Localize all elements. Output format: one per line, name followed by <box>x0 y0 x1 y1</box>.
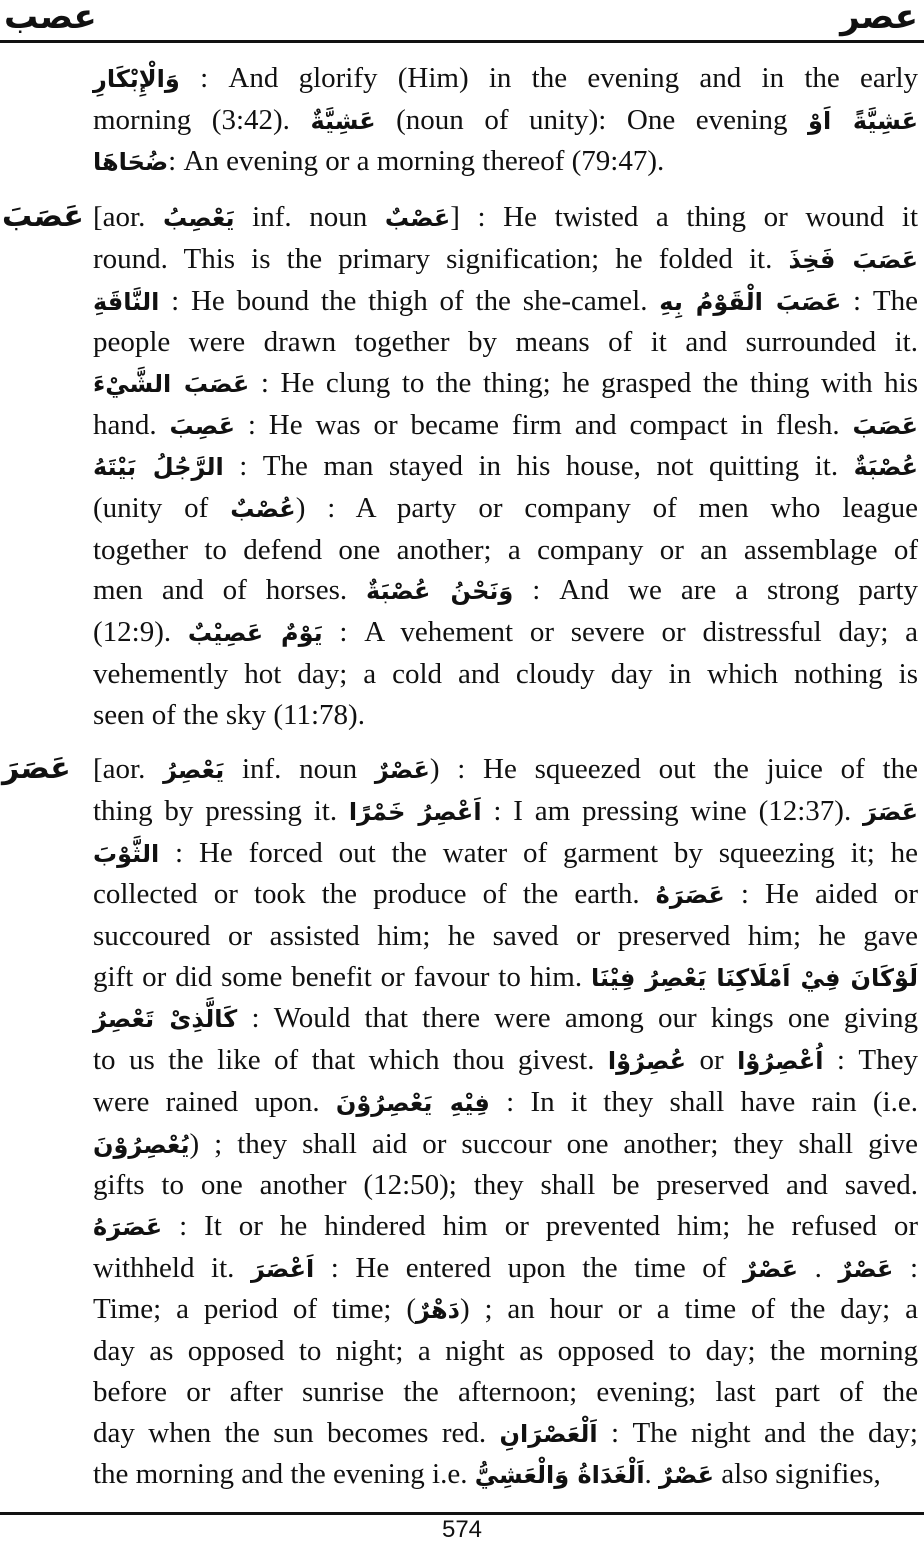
definition-text: ] : He twisted a thing or wound it <box>450 201 918 234</box>
text-line <box>93 1165 918 1206</box>
definition-text: together to defend one another; a company or an assemblage of <box>93 533 918 566</box>
arabic-term: عَشِيَّةً اَوْ <box>808 106 918 135</box>
definition-text: before or after sunrise the afternoon; evening; last part of the <box>93 1375 918 1408</box>
entry-headword: عَصَرَ <box>2 751 71 787</box>
text-line <box>93 916 918 957</box>
entry-headword: عَصَبَ <box>2 199 84 235</box>
definition-text: : <box>893 1251 918 1284</box>
arabic-term: عَصَبَ <box>852 411 918 440</box>
text-line <box>93 197 918 239</box>
definition-text: inf. noun <box>224 753 375 786</box>
definition-text: . <box>798 1251 839 1284</box>
definition-text: : And we are a strong party <box>513 574 919 607</box>
definition-text: ) ; an hour or a time of the day; a <box>459 1293 918 1326</box>
definition-text: [aor. <box>93 753 164 786</box>
definition-text: hand. <box>93 408 170 441</box>
text-line <box>93 1372 918 1413</box>
definition-text: : Would that there were among our kings one giving <box>237 1002 918 1035</box>
arabic-term: الثَّوْبَ <box>93 839 160 868</box>
arabic-term: الرَّجُلُ بَيْتَهُ <box>93 453 224 482</box>
footer-rule <box>0 1512 924 1515</box>
definition-text: (12:9). <box>93 616 188 649</box>
definition-text: seen of the sky (11:78). <box>93 698 365 731</box>
arabic-term: يَعْصِبُ <box>162 204 235 233</box>
definition-text: succoured or assisted him; he saved or preserved him; he gave <box>93 920 918 953</box>
text-line <box>93 363 918 405</box>
definition-text: morning (3:42). <box>93 103 311 136</box>
entry-text <box>93 749 918 1496</box>
definition-text: : They <box>823 1044 918 1077</box>
running-head-right: عصر <box>840 0 918 37</box>
text-line <box>93 1289 918 1331</box>
arabic-term: عَصْبٌ <box>384 204 451 233</box>
definition-text: gifts to one another (12:50); they shall be preserved and saved. <box>93 1169 918 1202</box>
running-head-left: عصب <box>4 0 97 37</box>
text-line <box>93 446 918 488</box>
text-line <box>93 1082 918 1124</box>
definition-text: : The night and the day; <box>597 1416 918 1449</box>
definition-text: withheld it. <box>93 1251 251 1284</box>
definition-text: collected or took the produce of the earth. <box>93 878 656 911</box>
text-line <box>93 1124 918 1166</box>
definition-text: people were drawn together by means of it and surrounded it. <box>93 326 918 359</box>
definition-text: Time; a period of time; ( <box>93 1293 417 1326</box>
text-line <box>93 1331 918 1372</box>
arabic-term: فِيْهِ يَعْصِرُوْنَ <box>335 1088 490 1117</box>
definition-text: . <box>644 1458 660 1491</box>
definition-text: (noun of unity): One evening <box>375 103 809 136</box>
text-line <box>93 1248 918 1290</box>
definition-text: to us the like of that which thou givest. <box>93 1044 608 1077</box>
arabic-term: يَوْمٌ عَصِيْبٌ <box>187 619 323 648</box>
arabic-term: عُصْبٌ <box>230 495 296 524</box>
arabic-term: النَّاقَةِ <box>93 287 160 316</box>
text-line <box>93 874 918 916</box>
definition-text: : The <box>841 284 919 317</box>
page-number: 574 <box>441 1516 483 1543</box>
definition-text: : And glorify (Him) in the evening and in the early <box>179 62 918 94</box>
definition-text: ) : A party or company of men who league <box>295 492 918 525</box>
text-line <box>93 570 918 612</box>
definition-text: or <box>686 1044 738 1077</box>
arabic-term: عَصْرٌ <box>838 1254 894 1283</box>
arabic-term: يَعْصِرُ <box>163 756 225 785</box>
definition-text: : The man stayed in his house, not quitting it. <box>223 450 854 483</box>
text-line <box>93 58 918 100</box>
arabic-term: وَنَحْنُ عُصْبَةٌ <box>366 577 514 606</box>
text-line <box>93 322 918 363</box>
arabic-term: عَصْرٌ <box>659 1461 715 1490</box>
arabic-term: عَصَبَ فَخِذَ <box>788 245 918 274</box>
definition-text: [aor. <box>93 201 163 234</box>
arabic-term: عَصَبَ الْقَوْمُ بِهِ <box>659 287 842 316</box>
arabic-term: اَلْعَصْرَانِ <box>499 1419 598 1448</box>
text-line <box>93 100 918 142</box>
arabic-term: عَصَرَهُ <box>93 1212 163 1241</box>
definition-text: : An evening or a morning thereof (79:47). <box>168 145 665 178</box>
text-line <box>93 141 918 183</box>
definition-text: (unity of <box>93 492 231 525</box>
definition-text: : I am pressing wine (12:37). <box>481 794 864 827</box>
definition-text: also signifies, <box>714 1458 881 1491</box>
text-line <box>93 405 918 447</box>
entry-continuation <box>0 58 924 183</box>
entry-text <box>93 58 918 183</box>
arabic-term: اَعْصِرُ خَمْرًا <box>348 797 482 826</box>
definition-text: : It or he hindered him or prevented him; he refused or <box>162 1209 918 1242</box>
arabic-term: ضُحَاهَا <box>93 148 169 177</box>
text-line <box>93 281 918 323</box>
definition-text: : He bound the thigh of the she-camel. <box>159 284 660 317</box>
arabic-term: عَصَرَهُ <box>655 881 725 910</box>
text-line <box>93 488 918 530</box>
arabic-term: عَصِبَ <box>169 411 235 440</box>
text-line <box>93 1206 918 1248</box>
text-line <box>93 239 918 281</box>
definition-text: : A vehement or severe or distressful day; a <box>322 616 919 649</box>
arabic-term: اُعْصِرُوْا <box>737 1047 824 1076</box>
definition-text: : He was or became firm and compact in flesh. <box>234 408 853 441</box>
definition-text: gift or did some benefit or favour to him. <box>93 960 591 993</box>
definition-text: day as opposed to night; a night as opposed to day; the morning <box>93 1335 918 1368</box>
text-line <box>93 612 918 654</box>
arabic-term: كَالَّذِىْ تَعْصِرُ <box>93 1005 238 1034</box>
definition-text: : In it they shall have rain (i.e. <box>489 1085 918 1118</box>
definition-text: : He aided or <box>724 878 918 911</box>
text-line <box>93 695 918 736</box>
entry-asaba <box>0 197 924 735</box>
arabic-term: عَصَرَ <box>863 797 919 826</box>
dictionary-body <box>0 58 924 1510</box>
definition-text: day when the sun becomes red. <box>93 1416 500 1449</box>
text-line <box>93 654 918 695</box>
definition-text: thing by pressing it. <box>93 794 349 827</box>
entry-asara <box>0 749 924 1496</box>
text-line <box>93 749 918 791</box>
text-line <box>93 530 918 571</box>
text-line <box>93 833 918 875</box>
text-line <box>93 1413 918 1455</box>
definition-text: the morning and the evening i.e. <box>93 1458 475 1491</box>
text-line <box>93 957 918 999</box>
arabic-term: يُعْصِرُوْنَ <box>93 1130 190 1159</box>
text-line <box>93 1454 918 1496</box>
definition-text: ) ; they shall aid or succour one another; they shall give <box>189 1127 918 1160</box>
arabic-term: دَهْرٌ <box>416 1296 460 1325</box>
arabic-term: اَلْغَدَاةُ وَالْعَشِيُّ <box>474 1461 645 1490</box>
definition-text: : He forced out the water of garment by squeezing it; he <box>159 836 918 869</box>
arabic-term: عُصْبَةٌ <box>853 453 918 482</box>
header-rule <box>0 40 924 43</box>
arabic-term: عَصْرٌ <box>374 756 430 785</box>
definition-text: were rained upon. <box>93 1085 336 1118</box>
text-line <box>93 998 918 1040</box>
definition-text: men and of horses. <box>93 574 367 607</box>
arabic-term: وَالْإِبْكَارِ <box>93 65 180 93</box>
arabic-term: عَصَبَ الشَّيْءَ <box>93 369 250 398</box>
definition-text: ) : He squeezed out the juice of the <box>429 753 918 786</box>
definition-text: inf. noun <box>234 201 385 234</box>
definition-text: : He entered upon the time of <box>314 1251 744 1284</box>
arabic-term: لَوْكَانَ فِيْ اَمْلَاكِنَا يَعْصِرُ فِيْنَا <box>590 963 918 992</box>
definition-text: : He clung to the thing; he grasped the thing with his <box>249 366 918 399</box>
definition-text: vehemently hot day; a cold and cloudy day in which nothing is <box>93 657 918 690</box>
arabic-term: اَعْصَرَ <box>250 1254 315 1283</box>
text-line <box>93 791 918 833</box>
text-line <box>93 1040 918 1082</box>
arabic-term: عَصْرٌ <box>743 1254 799 1283</box>
arabic-term: عَشِيَّةٌ <box>310 106 376 135</box>
entry-text <box>93 197 918 735</box>
arabic-term: عُصِرُوْا <box>607 1047 687 1076</box>
definition-text: round. This is the primary signification; he folded it. <box>93 242 789 275</box>
